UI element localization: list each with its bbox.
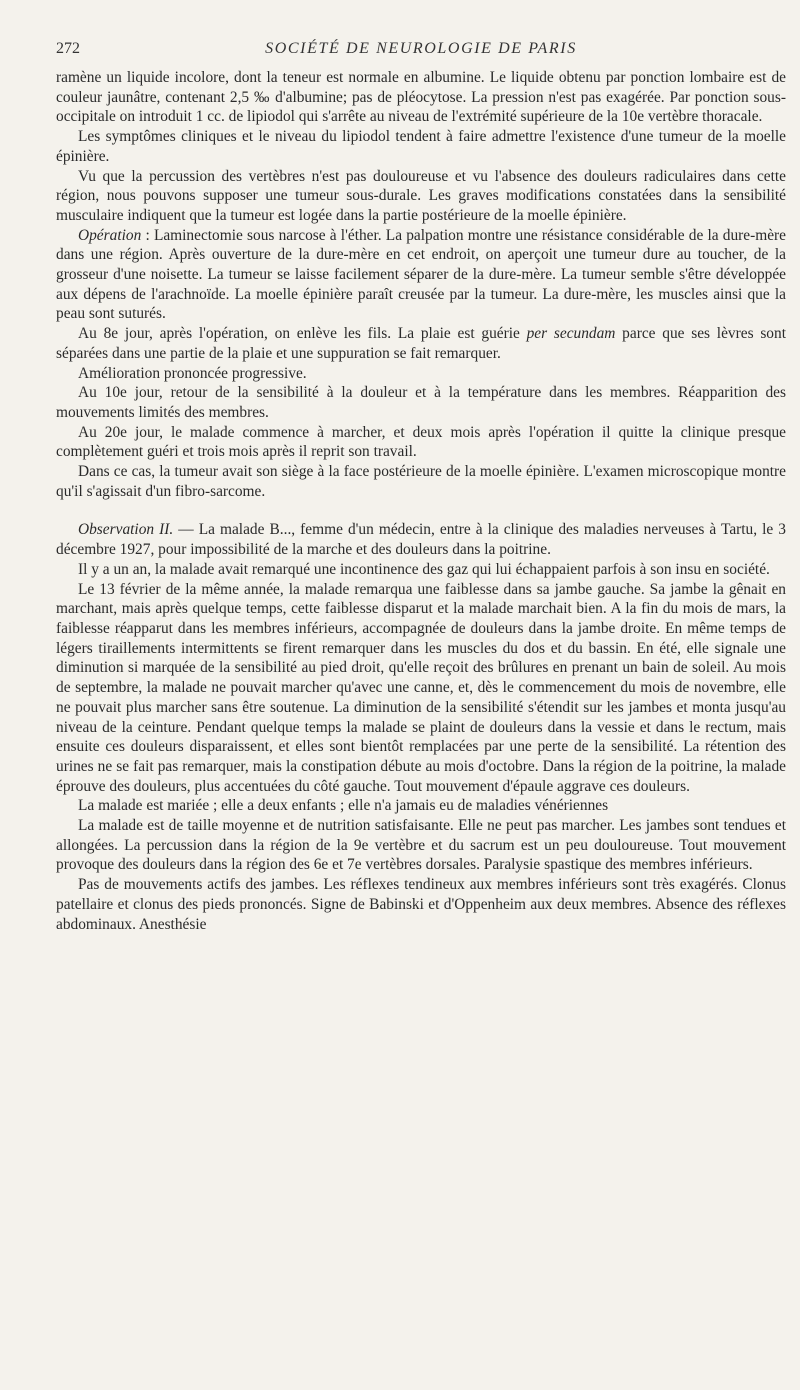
paragraph: Au 8e jour, après l'opération, on enlève les fils. La plaie est guérie per secundam parce que ses lèvres sont séparées dans une partie de la plaie et une suppuration se fait remarquer.	[56, 325, 786, 362]
paragraph: Le 13 février de la même année, la malade remarqua une faiblesse dans sa jambe gauche. Sa jambe la gênait en marchant, mais après quelque temps, cette faiblesse disparut et la malade marchait bien. A la fin du mois de mars, la faiblesse réapparut dans les membres inférieurs, accompagnée de douleurs dans la jambe droite. En même temps de légers tiraillements intermittents se firent remarquer dans les muscles du dos et du bassin. En été, elle signale une diminution si marquée de la sensibilité au pied droit, qu'elle reçoit des brûlures en prenant un bain de soleil. Au mois de septembre, la malade ne pouvait marcher qu'avec une canne, et, dès le commencement du mois de novembre, elle ne pouvait plus marcher sans être soutenue. La diminution de la sensibilité s'étendit sur les jambes et monta jusqu'au niveau de la ceinture. Pendant quelque temps la malade se plaint de douleurs dans la vessie et dans le rectum, mais ensuite ces douleurs disparaissent, et elles sont bientôt remplacées par une perte de la sensibilité. La rétention des urines ne se fait pas remarquer, mais la constipation débute au mois d'octobre. Dans la région de la poitrine, la malade éprouve des douleurs, plus accentuées du côté gauche. Tout mouvement d'épaule aggrave ces douleurs.	[56, 580, 786, 795]
paragraph: Les symptômes cliniques et le niveau du lipiodol tendent à faire admettre l'existence d'une tumeur de la moelle épinière.	[56, 128, 786, 165]
paragraph: La malade est de taille moyenne et de nutrition satisfaisante. Elle ne peut pas marcher. Les jambes sont tendues et allongées. La percussion dans la région de la 9e vertèbre et du sacrum est un peu douloureuse. Tout mouvement provoque des douleurs dans la région des 6e et 7e vertèbres dorsales. Paralysie spastique des membres inférieurs.	[56, 817, 786, 874]
paragraph: Amélioration prononcée progressive.	[78, 364, 307, 382]
body-text	[56, 68, 786, 934]
paragraph: Observation II. — La malade B..., femme d'un médecin, entre à la clinique des maladies nerveuses à Tartu, le 3 décembre 1927, pour impossibilité de la marche et des douleurs dans la poitrine.	[56, 521, 786, 559]
paragraph: Vu que la percussion des vertèbres n'est pas douloureuse et vu l'absence des douleurs radiculaires dans cette région, nous pouvons supposer une tumeur sous-durale. Les graves modifications constatées dans la sensibilité musculaire indiquent que la tumeur est logée dans la partie postérieure de la moelle épinière.	[56, 167, 786, 224]
paragraph: Dans ce cas, la tumeur avait son siège à la face postérieure de la moelle épinière. L'examen microscopique montre qu'il s'agissait d'un fibro-sarcome.	[56, 463, 786, 500]
section-lead: Opération	[78, 226, 142, 244]
paragraph: Pas de mouvements actifs des jambes. Les réflexes tendineux aux membres inférieurs sont très exagérés. Clonus patellaire et clonus des pieds prononcés. Signe de Babinski et d'Oppenheim aux deux membres. Absence des réflexes abdominaux. Anesthésie	[56, 876, 786, 933]
section-lead: Observation II.	[78, 521, 174, 539]
page-number: 272	[56, 40, 80, 57]
page-header	[56, 40, 786, 68]
latin-term: per secundam	[526, 325, 616, 343]
paragraph: Au 20e jour, le malade commence à marcher, et deux mois après l'opération il quitte la clinique presque complètement guéri et trois mois après il reprit son travail.	[56, 423, 786, 461]
paragraph: ramène un liquide incolore, dont la teneur est normale en albumine. Le liquide obtenu par ponction lombaire est de couleur jaunâtre, contenant 2,5 ‰ d'albumine; pas de pléocytose. La pression n'est pas exagérée. Par ponction sous-occipitale on introduit 1 cc. de lipiodol qui s'arrête au niveau de l'extrémité supérieure de la 10e vertèbre thoracale.	[56, 69, 786, 126]
running-title: SOCIÉTÉ DE NEUROLOGIE DE PARIS	[265, 40, 577, 57]
paragraph: Au 10e jour, retour de la sensibilité à la douleur et à la température dans les membres. Réapparition des mouvements limités des membres.	[56, 384, 786, 421]
paragraph: La malade est mariée ; elle a deux enfants ; elle n'a jamais eu de maladies vénériennes	[78, 797, 609, 815]
paragraph: Opération : Laminectomie sous narcose à l'éther. La palpation montre une résistance considérable de la dure-mère dans une région. Après ouverture de la dure-mère en cet endroit, on aperçoit une tumeur dure au toucher, de la grosseur d'une noisette. La tumeur se laisse facilement séparer de la dure-mère. La tumeur semble s'être développée aux dépens de l'arachnoïde. La moelle épinière paraît creusée par la tumeur. La dure-mère, les muscles ainsi que la peau sont suturés.	[56, 226, 786, 323]
paragraph: Il y a un an, la malade avait remarqué une incontinence des gaz qui lui échappaient parfois à son insu en société.	[78, 560, 770, 578]
document-page	[56, 40, 786, 934]
